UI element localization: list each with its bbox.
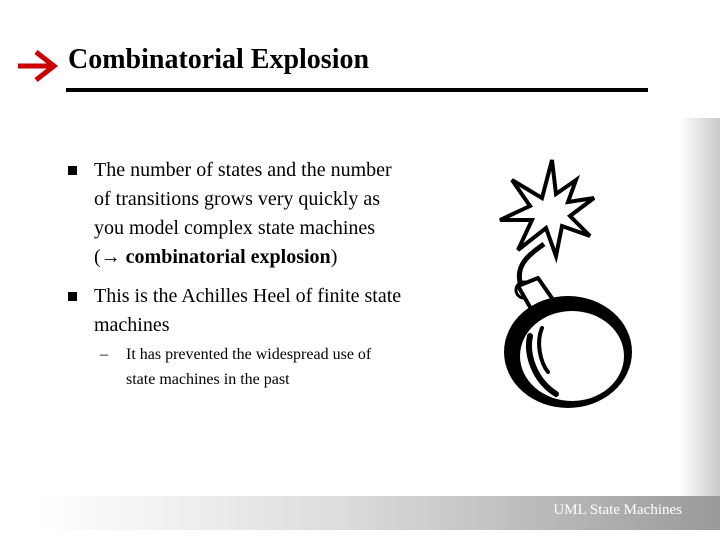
bullet-line [94,243,392,272]
bullet-line: machines [94,314,170,336]
bullet-line: This is the Achilles Heel of finite state [94,285,402,307]
paren-close: ) [330,246,338,268]
bullet-line: of transitions grows very quickly as [94,188,381,210]
slide-title: Combinatorial Explosion [68,44,370,75]
bullet-text [94,156,392,272]
bomb-icon [486,158,666,413]
bullet-text [94,282,401,340]
bullet-item [68,156,392,272]
footer-label: UML State Machines [553,502,682,518]
inline-arrow-icon: → [100,246,121,268]
bullet-item [68,282,401,340]
right-shadow [680,118,720,528]
emphasis-text: combinatorial explosion [120,246,331,268]
bullet-line: The number of states and the number [94,159,392,181]
sub-bullet-line: state machines in the past [126,371,290,388]
sub-bullet-line: It has prevented the widespread use of [126,346,372,363]
sub-bullet-text [126,342,371,392]
bullet-marker [68,166,77,175]
arrow-right-icon [16,46,60,86]
bullet-line: you model complex state machines [94,217,376,239]
bullet-marker [68,292,77,301]
title-underline [66,88,648,92]
paren-open: ( [94,246,101,268]
sub-bullet-item [100,342,371,392]
sub-bullet-dash: – [100,346,108,363]
